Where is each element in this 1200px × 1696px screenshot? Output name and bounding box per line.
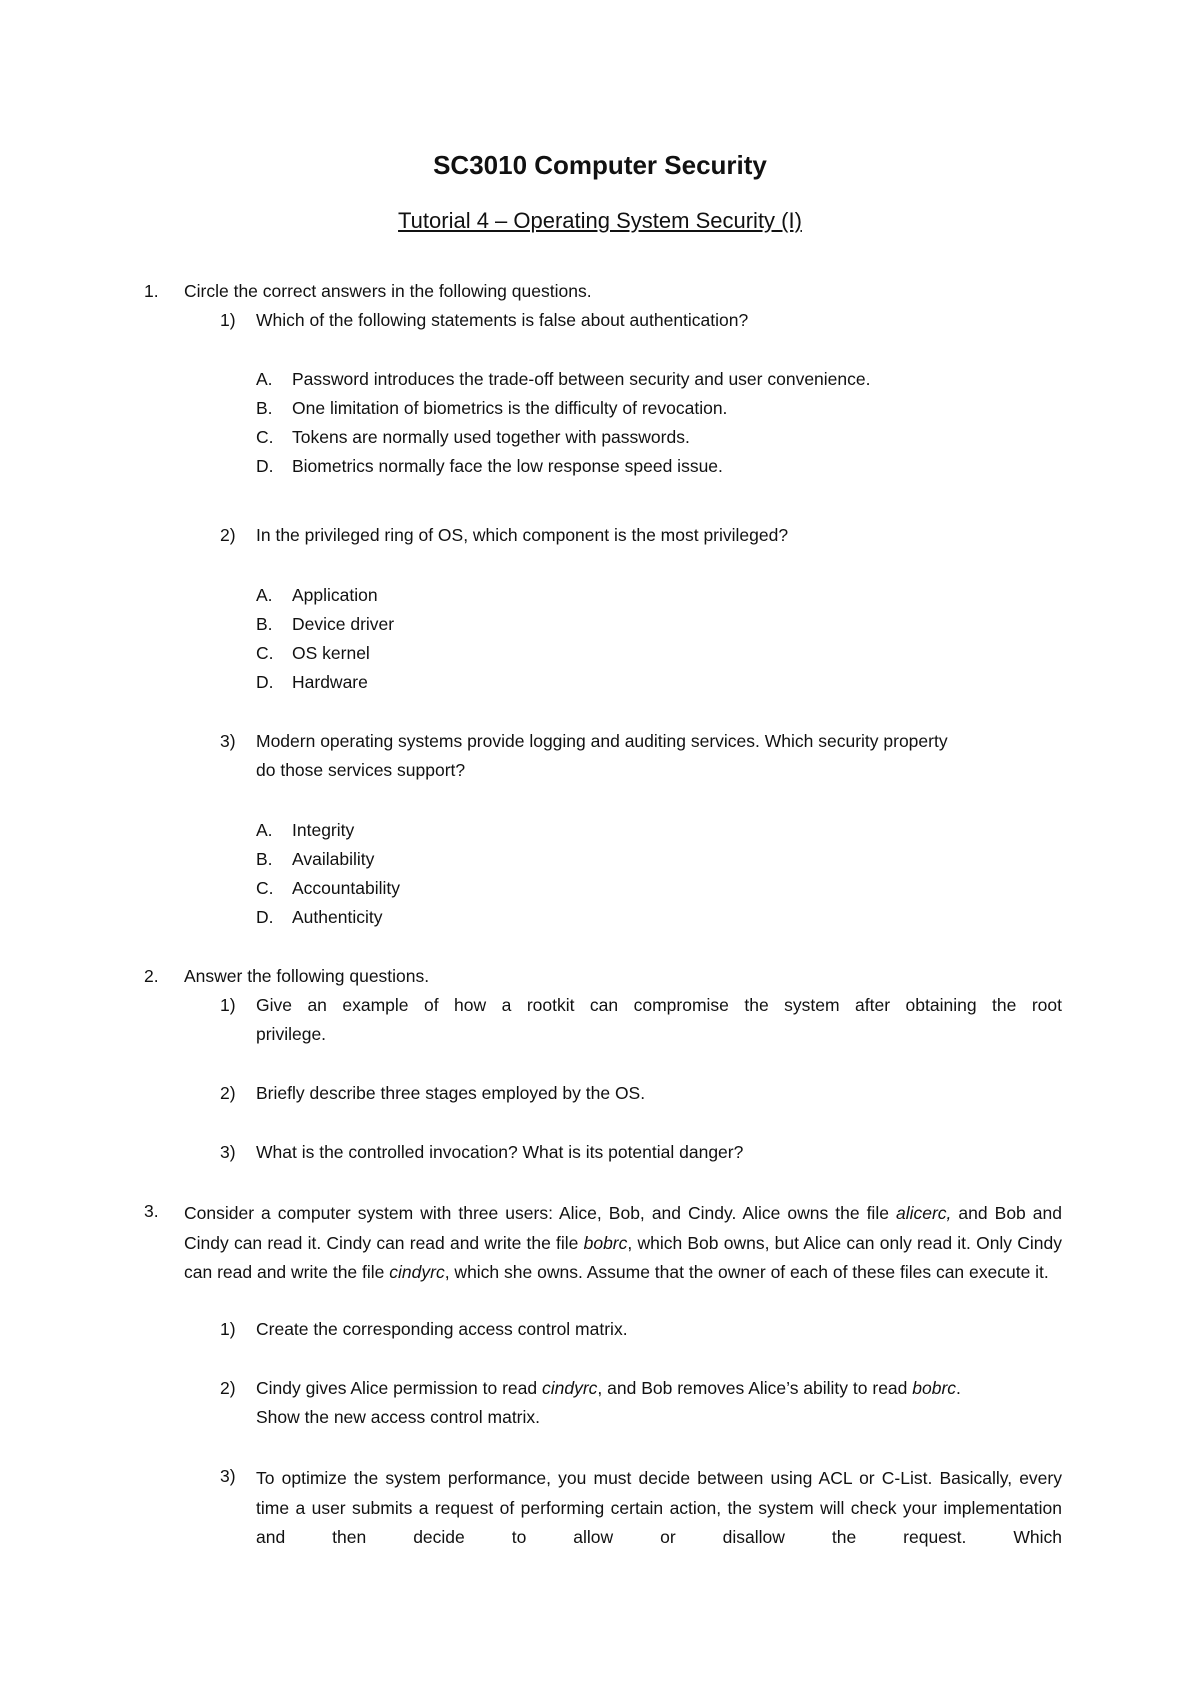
q3-filename-cindyrc: cindyrc: [389, 1262, 445, 1282]
subtitle-text: Tutorial 4 – Operating System Security (I): [398, 208, 802, 233]
document-subtitle: [0, 208, 1200, 234]
q1-2-option-letter: C.: [256, 643, 274, 663]
q1-1-option-text: Tokens are normally used together with passwords.: [292, 427, 690, 447]
q1-3-option-text: Integrity: [292, 820, 355, 840]
q1-1-option-text: One limitation of biometrics is the difficulty of revocation.: [292, 398, 728, 418]
q1-2-option-text: Hardware: [292, 672, 368, 692]
q3-2-number: 2): [220, 1378, 236, 1398]
q3-text-part: Consider a computer system with three users: Alice, Bob, and Cindy. Alice owns the file: [184, 1203, 896, 1223]
q3-2-text-part: Cindy gives Alice permission to read: [256, 1378, 542, 1398]
q3-filename-alicerc: alicerc,: [895, 1203, 952, 1223]
q1-1-number: 1): [220, 310, 236, 330]
q3-2-filename-cindyrc: cindyrc: [541, 1378, 598, 1398]
q3-2-filename-bobrc: bobrc: [912, 1378, 957, 1398]
q1-3-option-text: Authenticity: [292, 907, 383, 927]
q2-1-number: 1): [220, 995, 236, 1015]
q1-number: 1.: [144, 281, 159, 301]
q3-text-part: and Bob and Cindy can read it. Cindy can read and write the file: [184, 1203, 1063, 1253]
q3-2-text-line2: Show the new access control matrix.: [256, 1407, 541, 1427]
document-title: SC3010 Computer Security: [433, 150, 767, 180]
q2-3-number: 3): [220, 1142, 236, 1162]
q2-2-number: 2): [220, 1083, 236, 1103]
q1-2-number: 2): [220, 525, 236, 545]
q3-text-part: , which Bob owns, but Alice can only read it. Only Cindy can read and write the file: [184, 1232, 1062, 1282]
q1-1-option-letter: D.: [256, 456, 274, 476]
q3-2-text-part: .: [956, 1378, 961, 1398]
q1-1-option-letter: C.: [256, 427, 274, 447]
q3-1-number: 1): [220, 1319, 236, 1339]
q1-2-option-letter: D.: [256, 672, 274, 692]
q3-filename-bobrc: bobrc: [583, 1232, 628, 1253]
q2-2-text: Briefly describe three stages employed by the OS.: [256, 1083, 646, 1103]
q1-2-option-text: OS kernel: [292, 643, 370, 663]
q3-2-text-line1: [256, 1376, 961, 1400]
q3-1-text: Create the corresponding access control matrix.: [256, 1319, 628, 1339]
q1-2-option-text: Application: [292, 585, 378, 605]
q1-2-option-text: Device driver: [292, 614, 395, 634]
q3-text-part: , which she owns. Assume that the owner of each of these files can execute it.: [444, 1262, 1049, 1282]
q2-1-text-line1: Give an example of how a rootkit can compromise the system after obtaining the root: [256, 995, 1062, 1015]
q1-3-number: 3): [220, 731, 236, 751]
q1-3-option-letter: A.: [256, 820, 273, 840]
q1-1-text: Which of the following statements is false about authentication?: [256, 310, 749, 330]
q2-text: Answer the following questions.: [184, 966, 430, 986]
q1-2-text: In the privileged ring of OS, which component is the most privileged?: [256, 525, 789, 545]
q1-2-option-letter: B.: [256, 614, 273, 634]
q1-3-option-text: Accountability: [292, 878, 400, 898]
q2-number: 2.: [144, 966, 159, 986]
q1-3-option-letter: C.: [256, 878, 274, 898]
q1-1-option-text: Biometrics normally face the low response speed issue.: [292, 456, 723, 476]
q1-1-option-letter: B.: [256, 398, 273, 418]
q3-2-text-part: , and Bob removes Alice’s ability to read: [597, 1378, 913, 1398]
q1-text: Circle the correct answers in the following questions.: [184, 281, 592, 301]
q2-1-text-line2: privilege.: [256, 1024, 327, 1044]
q1-3-option-letter: B.: [256, 849, 273, 869]
q1-3-option-text: Availability: [292, 849, 375, 869]
q1-3-option-letter: D.: [256, 907, 274, 927]
q1-3-text-line1: Modern operating systems provide logging and auditing services. Which security property: [256, 731, 948, 751]
q3-number: 3.: [144, 1201, 159, 1221]
q1-1-option-text: Password introduces the trade-off between security and user convenience.: [292, 369, 871, 389]
q3-paragraph: [184, 1199, 1062, 1288]
q1-1-option-letter: A.: [256, 369, 273, 389]
q3-3-number: 3): [220, 1466, 236, 1486]
q1-3-text-line2: do those services support?: [256, 760, 466, 780]
q1-2-option-letter: A.: [256, 585, 273, 605]
q3-3-text: To optimize the system performance, you must decide between using ACL or C-List. Basically, every time a user submits a request of performing certain action, the system will check your implementation and then decide to allow or disallow the request. Which: [256, 1468, 1062, 1547]
q2-3-text: What is the controlled invocation? What is its potential danger?: [256, 1142, 744, 1162]
